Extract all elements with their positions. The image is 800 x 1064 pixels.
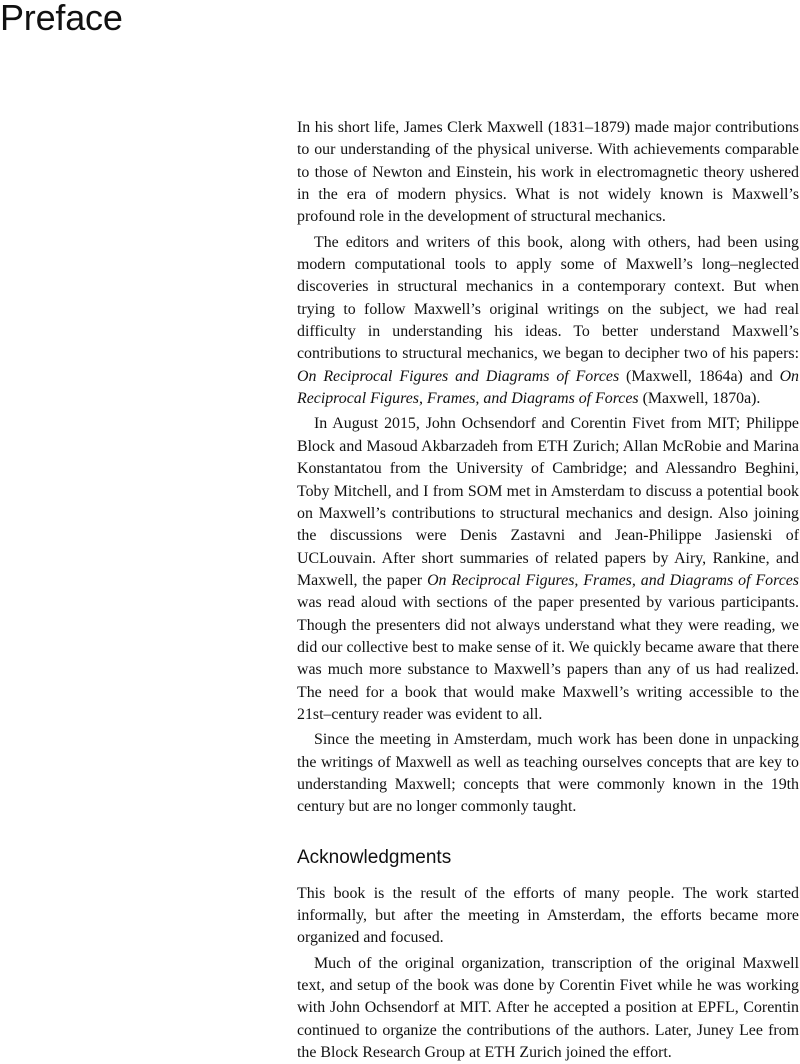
paragraph-text: (Maxwell, 1870a). xyxy=(638,390,761,408)
paper-title-1864: On Reciprocal Figures and Diagrams of Forces xyxy=(297,367,620,385)
paper-title-1870: On Reciprocal Figures, Frames, and Diagrams of Forces xyxy=(297,367,799,408)
paper-title-1870: On Reciprocal Figures, Frames, and Diagrams of Forces xyxy=(427,571,799,589)
paragraph-text: (Maxwell, 1864a) and xyxy=(619,367,780,385)
page-title: Preface xyxy=(0,0,123,38)
preface-paragraph-2 xyxy=(297,232,799,411)
acknowledgments-paragraph-1: This book is the result of the efforts of many people. The work started informally, but after the meeting in Amsterdam, the efforts became more organized and focused. xyxy=(297,884,799,947)
paragraph-text: was read aloud with sections of the paper presented by various participants. Though the presenters did not always understand what they were reading, we did our collective best to make sense of it. We quickly became aware that there was much more substance to Maxwell’s papers than any of us had realized. The need for a book that would make Maxwell’s writing accessible to the 21st–century reader was evident to all. xyxy=(297,594,799,723)
preface-paragraph-1: In his short life, James Clerk Maxwell (1831–1879) made major contributions to our understanding of the physical universe. With achievements comparable to those of Newton and Einstein, his work in electromagnetic theory ushered in the era of modern physics. What is not widely known is Maxwell’s profound role in the development of structural mechanics. xyxy=(297,119,799,226)
paragraph-text: In August 2015, John Ochsendorf and Corentin Fivet from MIT; Philippe Block and Masoud Akbarzadeh from ETH Zurich; Allan McRobie and Marina Konstantatou from the University of Cambridge; and Alessandro Beghini, Toby Mitchell, and I from SOM met in Amsterdam to discuss a potential book on Maxwell’s contributions to structural mechanics and design. Also joining the discussions were Denis Zastavni and Jean-Philippe Jasienski of UCLouvain. After short summaries of related papers by Airy, Rankine, and Maxwell, the paper xyxy=(297,415,799,589)
preface-paragraph-3 xyxy=(297,413,799,726)
acknowledgments-heading: Acknowledgments xyxy=(297,846,452,868)
preface-body xyxy=(297,117,799,1064)
paragraph-text: The editors and writers of this book, along with others, had been using modern computational tools to apply some of Maxwell’s long–neglected discoveries in structural mechanics in a contemporary context. But when trying to follow Maxwell’s original writings on the subject, we had real difficulty in understanding his ideas. To better understand Maxwell’s contributions to structural mechanics, we began to decipher two of his papers: xyxy=(297,233,799,363)
acknowledgments-paragraph-2: Much of the original organization, transcription of the original Maxwell text, and setup of the book was done by Corentin Fivet while he was working with John Ochsendorf at MIT. After he accepted a position at EPFL, Corentin continued to organize the contributions of the authors. Later, Juney Lee from the Block Research Group at ETH Zurich joined the effort. xyxy=(297,954,799,1062)
preface-paragraph-4: Since the meeting in Amsterdam, much work has been done in unpacking the writings of Maxwell as well as teaching ourselves concepts that are key to understanding Maxwell; concepts that were commonly known in the 19th century but are no longer commonly taught. xyxy=(297,731,799,816)
